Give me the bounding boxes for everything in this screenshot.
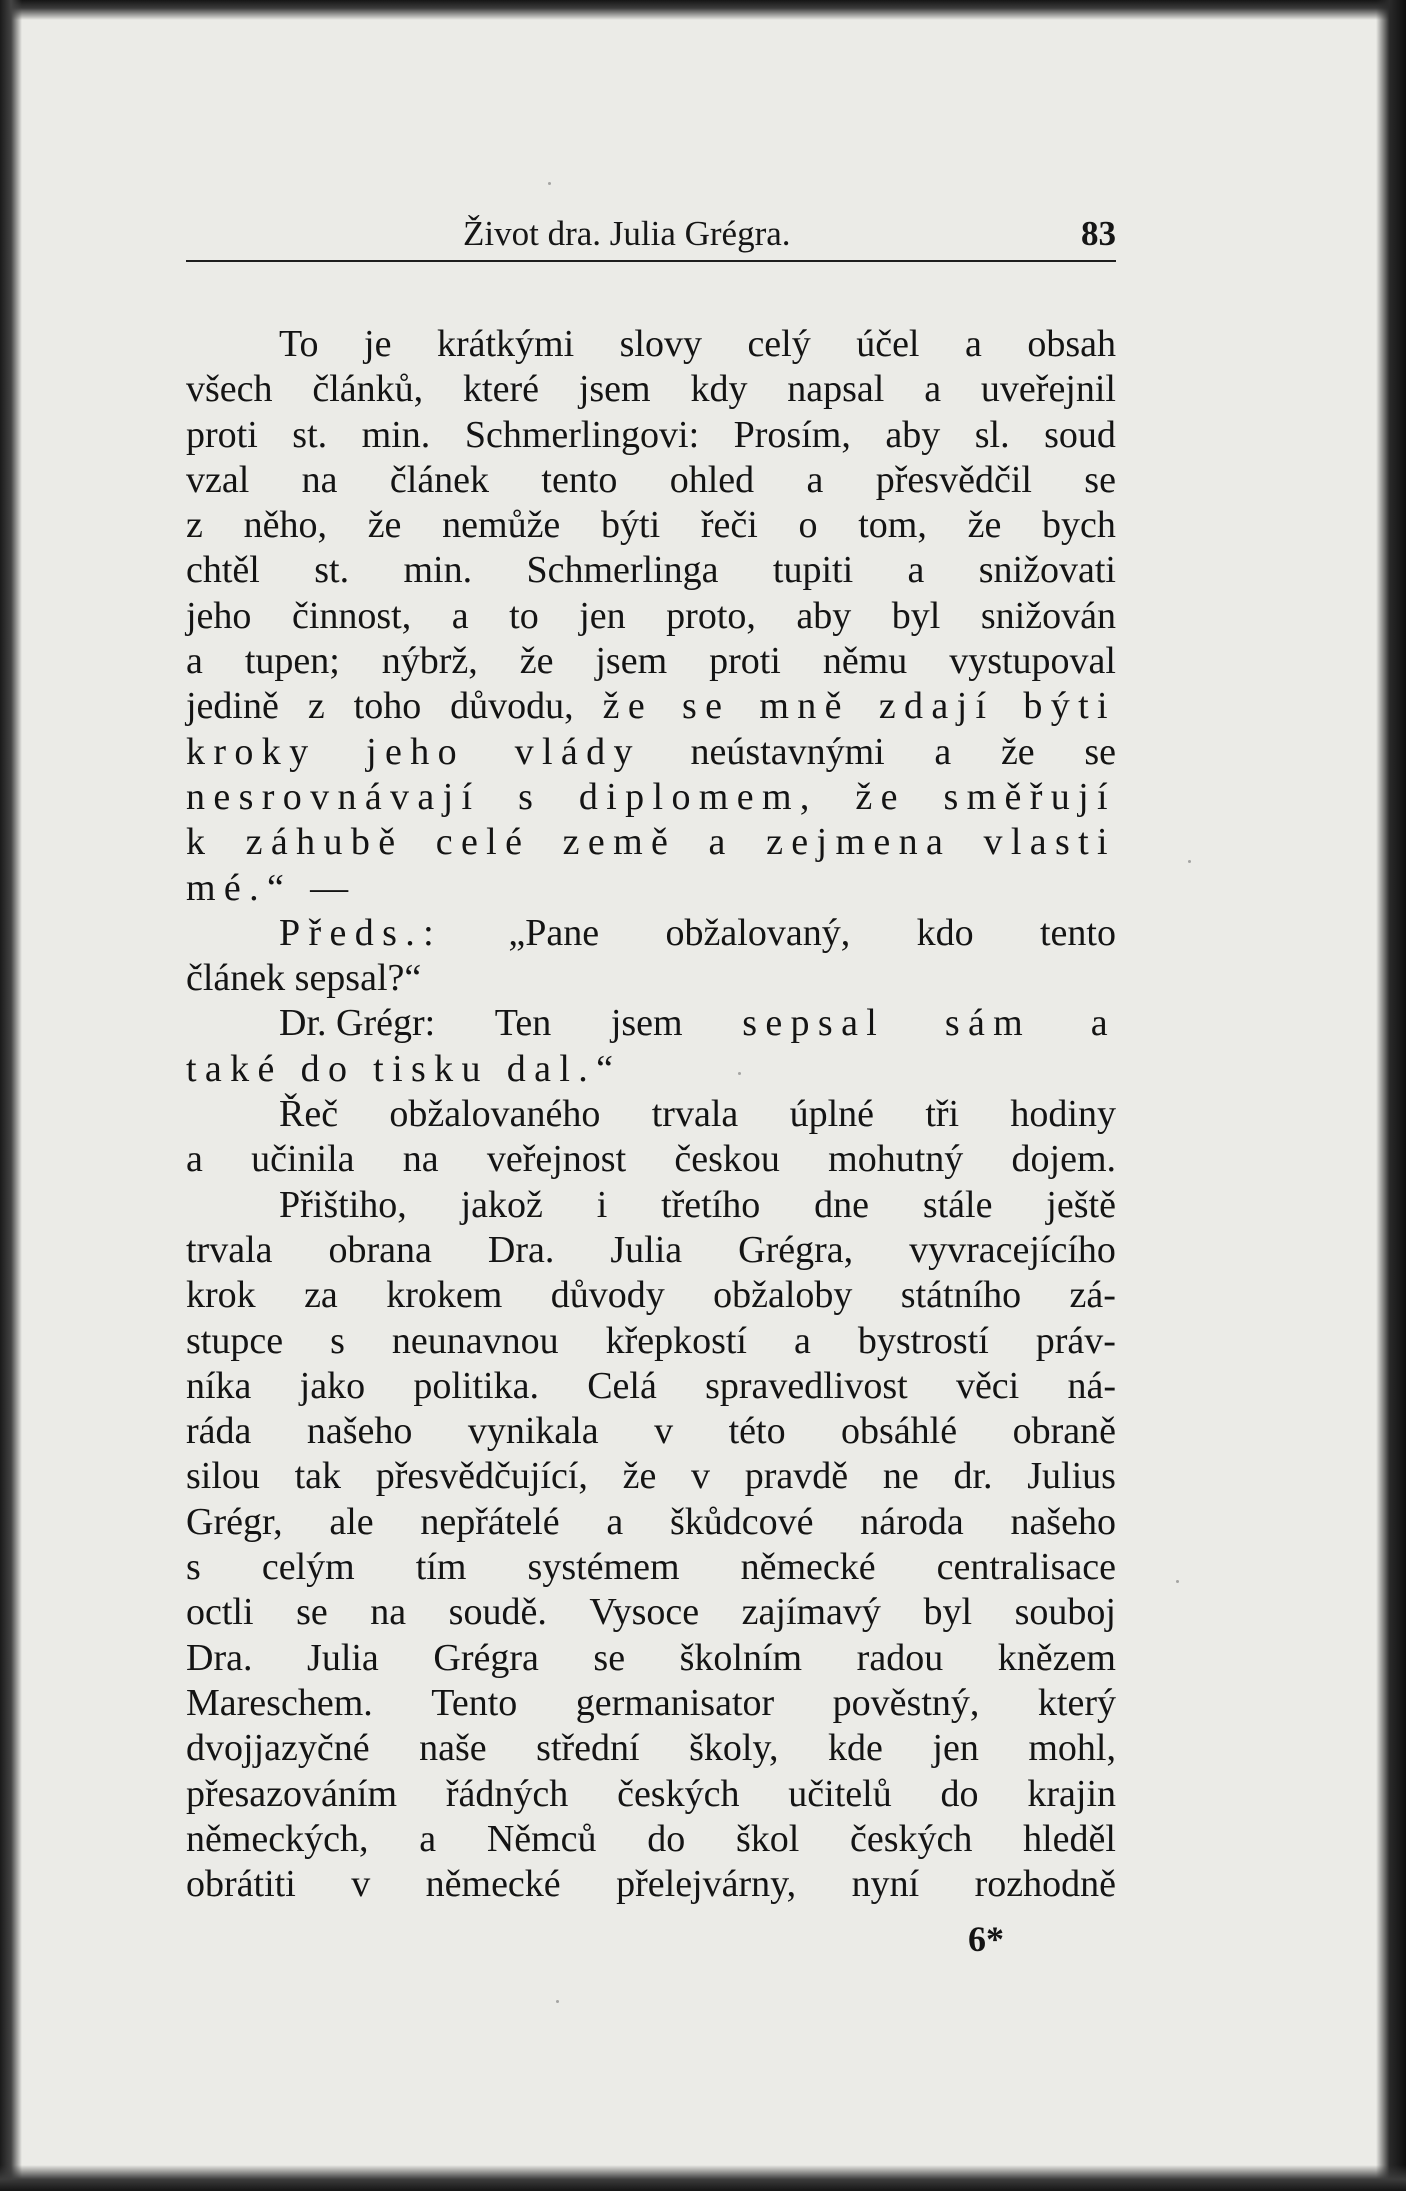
word: krátkými — [436, 323, 575, 365]
text-line — [186, 866, 1116, 911]
word: jeho — [186, 594, 252, 637]
word: které — [463, 368, 539, 411]
word: školy, — [689, 1727, 779, 1770]
text-line — [186, 820, 1116, 865]
line-text: také do tisku dal.“ — [186, 1047, 622, 1090]
scan-edge-top — [0, 0, 1406, 20]
speaker-label: Dr. Grégr: — [279, 1002, 436, 1045]
word: přesvědčil — [875, 458, 1032, 501]
word: že — [622, 1455, 657, 1498]
word: aby — [885, 413, 941, 456]
word: v — [351, 1863, 371, 1906]
word: a — [793, 1319, 811, 1362]
word: neunavnou — [391, 1319, 559, 1362]
word: Julius — [1027, 1455, 1116, 1498]
word: nesrovnávají — [186, 775, 481, 818]
print-speck — [556, 2000, 559, 2003]
word: min. — [403, 549, 473, 592]
word: že — [1000, 730, 1035, 773]
text-line — [186, 1636, 1116, 1681]
word: s — [186, 1546, 201, 1589]
word: hodiny — [1010, 1093, 1116, 1136]
word: vlasti — [983, 821, 1116, 864]
word: a — [186, 1138, 203, 1181]
word: pověstný, — [832, 1681, 980, 1724]
word: našeho — [306, 1410, 413, 1453]
word: s — [518, 775, 542, 818]
text-line — [186, 1726, 1116, 1771]
word: spravedlivost — [705, 1364, 908, 1407]
word: Julia — [307, 1636, 379, 1679]
word: německé — [740, 1546, 876, 1589]
word: to — [509, 594, 539, 637]
word: nemůže — [442, 504, 561, 547]
word: tento — [541, 458, 618, 501]
word: chtěl — [186, 549, 260, 592]
body-text — [186, 322, 1116, 1907]
text-line — [186, 1862, 1116, 1907]
word: pravdě — [744, 1455, 849, 1498]
word: českých — [850, 1817, 973, 1860]
word: tupiti — [772, 549, 854, 592]
page-number: 83 — [1081, 214, 1116, 253]
word: vystupoval — [949, 640, 1116, 683]
text-line — [186, 548, 1116, 593]
word: důvody — [550, 1274, 665, 1317]
word: dr. — [953, 1455, 993, 1498]
speaker-label: Předs.: — [279, 911, 443, 954]
word: na — [301, 458, 338, 501]
word: něho, — [243, 504, 327, 547]
text-line — [186, 956, 1116, 1001]
word: toho — [353, 685, 422, 728]
word: se — [1084, 458, 1116, 501]
word: krok — [186, 1274, 256, 1317]
word: s — [330, 1319, 345, 1362]
word: sám — [944, 1002, 1032, 1045]
word: býti — [1023, 685, 1116, 728]
word: práv- — [1035, 1319, 1116, 1362]
word: německé — [425, 1863, 561, 1906]
word: snižovati — [978, 549, 1116, 592]
word: nýbrž, — [381, 640, 478, 683]
word: Tento — [431, 1681, 518, 1724]
word: se — [1084, 730, 1116, 773]
word: byl — [923, 1591, 973, 1634]
word: ještě — [1046, 1183, 1116, 1226]
word: přelejvárny, — [616, 1863, 797, 1906]
word: národa — [860, 1500, 964, 1543]
word: Ten — [494, 1002, 552, 1045]
word: na — [402, 1138, 439, 1181]
word: třetího — [661, 1183, 761, 1226]
word: veřejnost — [486, 1138, 627, 1181]
word: naše — [419, 1727, 487, 1770]
word: ráda — [186, 1410, 252, 1453]
word: obrana — [328, 1228, 432, 1271]
word: této — [728, 1410, 786, 1453]
word: do — [940, 1772, 979, 1815]
word: a — [451, 594, 469, 637]
word: jsem — [578, 368, 651, 411]
word: Grégra — [433, 1636, 539, 1679]
text-line — [186, 1817, 1116, 1862]
text-line — [186, 1681, 1116, 1726]
word: a — [934, 730, 952, 773]
word: Dra. — [186, 1636, 253, 1679]
word: a — [419, 1817, 437, 1860]
word: obžalovaného — [389, 1093, 601, 1136]
word: Grégra, — [738, 1228, 854, 1271]
word: politika. — [413, 1364, 539, 1407]
word: střední — [536, 1727, 640, 1770]
word: všech — [186, 368, 273, 411]
word: celým — [261, 1546, 355, 1589]
word: tom, — [858, 504, 927, 547]
word: stále — [922, 1183, 993, 1226]
word: octli — [186, 1591, 254, 1634]
word: a — [907, 549, 925, 592]
word: celé — [435, 821, 531, 864]
text-line — [186, 1273, 1116, 1318]
print-speck — [1176, 1580, 1179, 1583]
word: učinila — [251, 1138, 355, 1181]
word: článek — [389, 458, 490, 501]
word: škůdcové — [670, 1500, 814, 1543]
word: býti — [601, 504, 661, 547]
word: vlády — [514, 730, 641, 773]
word: diplomem, — [578, 775, 818, 818]
running-title: Život dra. Julia Grégra. — [463, 214, 791, 253]
word: ne — [882, 1455, 919, 1498]
text-line — [186, 684, 1116, 729]
word: centralisace — [936, 1546, 1116, 1589]
word: že — [855, 775, 906, 818]
text-line — [186, 1545, 1116, 1590]
word: kde — [828, 1727, 883, 1770]
word: státního — [900, 1274, 1022, 1317]
word: dvojjazyčné — [186, 1727, 370, 1770]
word: obrátiti — [186, 1863, 296, 1906]
word: účel — [856, 323, 920, 365]
word: jako — [299, 1364, 366, 1407]
word: že — [967, 504, 1002, 547]
word: našeho — [1010, 1500, 1116, 1543]
word: školním — [679, 1636, 803, 1679]
word: „Pane — [508, 911, 600, 954]
word: tím — [415, 1546, 467, 1589]
word: mohutný — [828, 1138, 964, 1181]
word: jen — [579, 594, 626, 637]
word: úplné — [789, 1093, 874, 1136]
word: záhubě — [245, 821, 404, 864]
word: se — [593, 1636, 626, 1679]
text-line — [186, 639, 1116, 684]
word: trvala — [651, 1093, 739, 1136]
word: Přištiho, — [279, 1183, 407, 1226]
word: že — [519, 640, 554, 683]
word: mně — [759, 685, 850, 728]
word: sepsal — [742, 1002, 886, 1045]
word: a — [964, 323, 982, 365]
word: v — [654, 1410, 674, 1453]
word: že — [602, 685, 654, 728]
word: českou — [674, 1138, 780, 1181]
word: zajímavý — [741, 1591, 881, 1634]
text-line — [186, 1500, 1116, 1545]
word: z — [307, 685, 325, 728]
word: ná- — [1067, 1364, 1116, 1407]
word: v — [691, 1455, 711, 1498]
word: mohl, — [1028, 1727, 1116, 1770]
word: vyvracejícího — [909, 1228, 1116, 1271]
word: bystrostí — [857, 1319, 989, 1362]
word: neústavnými — [690, 730, 885, 773]
word: obsah — [1027, 323, 1116, 365]
word: přesazováním — [186, 1772, 398, 1815]
text-line — [186, 911, 1116, 956]
word: do — [647, 1817, 686, 1860]
word: slovy — [619, 323, 702, 365]
word: proto, — [666, 594, 756, 637]
word: že — [367, 504, 402, 547]
scan-edge-left — [0, 0, 22, 2191]
word: a — [806, 458, 824, 501]
word: nepřátelé — [420, 1500, 560, 1543]
word: krokem — [386, 1274, 503, 1317]
text-line — [186, 367, 1116, 412]
word: To — [279, 323, 319, 365]
word: země — [562, 821, 677, 864]
word: trvala — [186, 1228, 273, 1271]
word: tak — [294, 1455, 342, 1498]
word: činnost, — [291, 594, 412, 637]
word: a — [186, 640, 203, 683]
word: za — [304, 1274, 338, 1317]
word: tento — [1039, 911, 1116, 954]
text-line — [186, 594, 1116, 639]
word: jedině — [186, 685, 279, 728]
word: Vysoce — [589, 1591, 700, 1634]
word: radou — [856, 1636, 944, 1679]
print-speck — [1188, 860, 1191, 863]
word: zdají — [878, 685, 995, 728]
word: nyní — [851, 1863, 920, 1906]
word: kdy — [690, 368, 748, 411]
scan-edge-bottom — [0, 2165, 1406, 2191]
word: článků, — [312, 368, 424, 411]
word: a — [1090, 1002, 1116, 1045]
text-line — [186, 1409, 1116, 1454]
word: germanisator — [575, 1681, 775, 1724]
word: důvodu, — [450, 685, 574, 728]
print-speck — [548, 182, 551, 185]
word: Prosím, — [733, 413, 851, 456]
word: dojem. — [1011, 1138, 1116, 1181]
word: učitelů — [788, 1772, 892, 1815]
word: i — [596, 1183, 608, 1226]
word: min. — [361, 413, 431, 456]
word: souboj — [1014, 1591, 1116, 1634]
word: celý — [747, 323, 811, 365]
word: kroky — [186, 730, 317, 773]
word: vynikala — [467, 1410, 599, 1453]
word: tupen; — [244, 640, 340, 683]
word: proti — [709, 640, 781, 683]
word: uveřejnil — [980, 368, 1116, 411]
word: napsal — [787, 368, 885, 411]
word: zejmena — [766, 821, 952, 864]
word: tři — [925, 1093, 960, 1136]
word: knězem — [997, 1636, 1116, 1679]
word: stupce — [186, 1319, 284, 1362]
word: hleděl — [1023, 1817, 1116, 1860]
word: systémem — [527, 1546, 680, 1589]
word: aby — [796, 594, 852, 637]
word: jsem — [610, 1002, 683, 1045]
word: a — [606, 1500, 624, 1543]
word: soudě. — [448, 1591, 547, 1634]
word: Celá — [587, 1364, 657, 1407]
word: rozhodně — [974, 1863, 1116, 1906]
word: ale — [329, 1500, 374, 1543]
line-text: mé.“ — — [186, 866, 357, 909]
text-line — [186, 1590, 1116, 1635]
word: Řeč — [279, 1093, 339, 1136]
word: obraně — [1012, 1410, 1116, 1453]
text-line — [186, 413, 1116, 458]
word: českých — [617, 1772, 740, 1815]
line-text: článek sepsal?“ — [186, 957, 422, 1000]
word: silou — [186, 1455, 260, 1498]
word: ohled — [669, 458, 755, 501]
word: německých, — [186, 1817, 369, 1860]
word: řeči — [700, 504, 758, 547]
signature-mark: 6* — [968, 1919, 1004, 1959]
text-line — [186, 503, 1116, 548]
text-line — [186, 1364, 1116, 1409]
word: se — [296, 1591, 328, 1634]
word: jsem — [595, 640, 668, 683]
word: byl — [891, 594, 941, 637]
word: na — [370, 1591, 407, 1634]
word: kdo — [916, 911, 974, 954]
word: bych — [1042, 504, 1116, 547]
word: z — [186, 504, 203, 547]
word: níka — [186, 1364, 252, 1407]
word: směřují — [943, 775, 1116, 818]
word: Schmerlinga — [526, 549, 719, 592]
word: st. — [292, 413, 328, 456]
text-line — [186, 1454, 1116, 1499]
word: Mareschem. — [186, 1681, 373, 1724]
word: krajin — [1027, 1772, 1116, 1815]
scan-edge-right — [1376, 0, 1406, 2191]
text-line — [186, 458, 1116, 503]
word: obžalovaný, — [665, 911, 851, 954]
text-line — [186, 1228, 1116, 1273]
word: který — [1037, 1681, 1116, 1724]
word: jeho — [366, 730, 465, 773]
running-header — [186, 208, 1116, 262]
word: Schmerlingovi: — [464, 413, 700, 456]
word: jen — [932, 1727, 979, 1770]
word: němu — [822, 640, 908, 683]
word: snižován — [980, 594, 1116, 637]
word: je — [364, 323, 392, 365]
word: jakož — [460, 1183, 543, 1226]
text-line — [186, 1772, 1116, 1817]
text-line — [186, 1137, 1116, 1182]
word: věci — [955, 1364, 1020, 1407]
word: a — [708, 821, 734, 864]
text-line — [186, 1001, 1116, 1046]
word: vzal — [186, 458, 250, 501]
word: obžaloby — [713, 1274, 853, 1317]
word: Julia — [610, 1228, 683, 1271]
word: řádných — [445, 1772, 569, 1815]
word: křepkostí — [605, 1319, 747, 1362]
word: zá- — [1069, 1274, 1116, 1317]
word: Dra. — [487, 1228, 555, 1271]
word: přesvědčující, — [375, 1455, 588, 1498]
word: soud — [1044, 413, 1116, 456]
word: k — [186, 821, 214, 864]
word: st. — [314, 549, 350, 592]
word: obsáhlé — [841, 1410, 958, 1453]
word: Grégr, — [186, 1500, 283, 1543]
word: Němců — [486, 1817, 597, 1860]
text-line — [186, 1092, 1116, 1137]
word: dne — [814, 1183, 869, 1226]
word: o — [798, 504, 818, 547]
text-line — [186, 322, 1116, 367]
text-line — [186, 1319, 1116, 1364]
word: škol — [735, 1817, 800, 1860]
text-line — [186, 1047, 1116, 1092]
text-line — [186, 1183, 1116, 1228]
text-line — [186, 775, 1116, 820]
word: sl. — [974, 413, 1010, 456]
word: a — [924, 368, 942, 411]
text-line — [186, 730, 1116, 775]
word: proti — [186, 413, 258, 456]
word: se — [682, 685, 731, 728]
